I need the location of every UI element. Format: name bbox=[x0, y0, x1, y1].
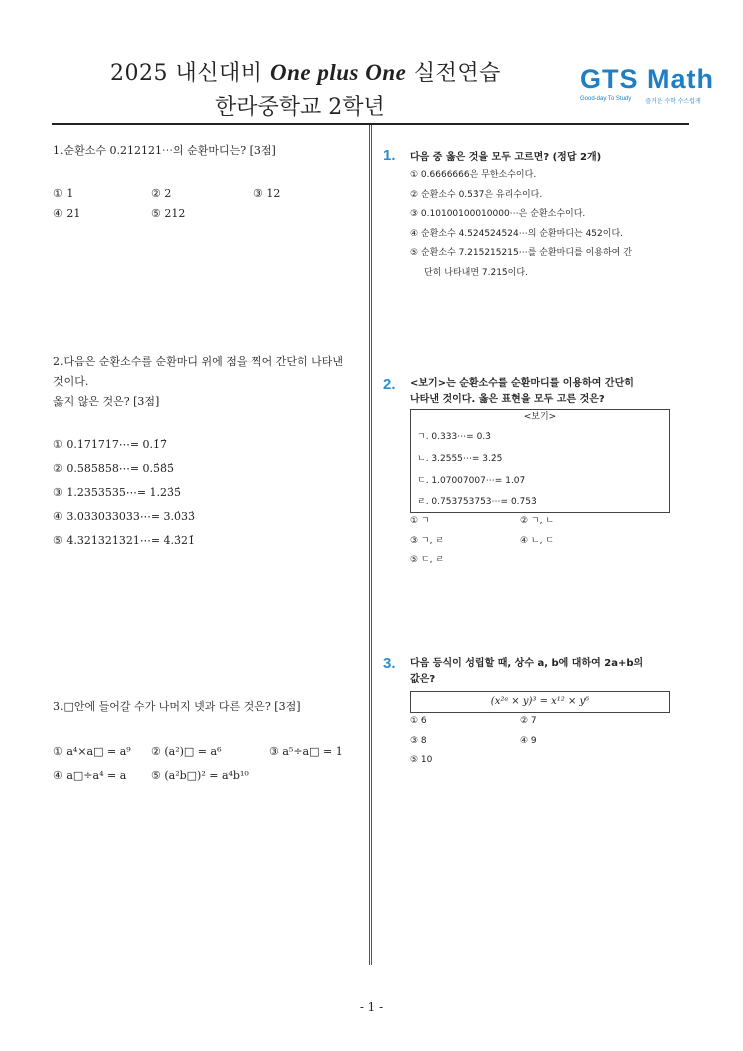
q3-options bbox=[53, 740, 343, 788]
option: ③ 8 bbox=[410, 735, 427, 746]
option: ① a⁴×a□ = a⁹ bbox=[53, 745, 131, 758]
option: ① 1 bbox=[53, 187, 74, 200]
statement: ② 순환소수 0.53̇7̇은 유리수이다. bbox=[410, 189, 543, 200]
option: ③ ㄱ, ㄹ bbox=[410, 535, 445, 546]
statement: ③ 0.10100100010000⋯은 순환소수이다. bbox=[410, 209, 586, 219]
question-number: 2. bbox=[383, 376, 396, 393]
option: ④ ㄴ, ㄷ bbox=[520, 535, 555, 546]
option: ④ 9 bbox=[520, 735, 537, 746]
option: ④ a□÷a⁴ = a bbox=[53, 769, 127, 782]
question-stem: 다음 등식이 성립할 때, 상수 a, b에 대하여 2a+b의 값은? bbox=[410, 658, 644, 685]
option: ② 7 bbox=[520, 716, 537, 726]
question-number: 1. bbox=[383, 147, 396, 164]
question-stem: 것이다. bbox=[53, 375, 89, 388]
statement: ⑤ 순환소수 7.215215215⋯를 순환마디를 이용하여 간 bbox=[410, 248, 632, 258]
right-q1-statements bbox=[410, 166, 632, 283]
left-question-3 bbox=[53, 696, 300, 717]
option: ⑤ (a²b□)² = a⁴b¹⁰ bbox=[151, 769, 249, 782]
option: ⑤ 4.321321321⋯= 4.3̇21̇ bbox=[53, 534, 196, 547]
statement: 단히 나타내면 7.2̇15̇이다. bbox=[424, 267, 528, 278]
question-stem: 1.순환소수 0.212121⋯의 순환마디는? [3점] bbox=[53, 144, 276, 157]
option: ① ㄱ bbox=[410, 516, 430, 526]
bogi-title: <보기> bbox=[523, 412, 557, 422]
statement: ① 0.6666666은 무한소수이다. bbox=[410, 170, 537, 180]
left-question-1 bbox=[53, 140, 276, 161]
option: ④ 3.033033033⋯= 3.0̇33̇ bbox=[53, 510, 196, 523]
right-q2-options bbox=[410, 512, 554, 571]
option: ③ 12 bbox=[253, 187, 281, 200]
bogi-item: ㄷ. 1.07007007⋯= 1.07̇ bbox=[417, 476, 526, 486]
question-stem: <보기>는 순환소수를 순환마디를 이용하여 간단히 나타낸 것이다. 옳은 표현을 모두 고른 것은? bbox=[410, 378, 634, 405]
option: ① 0.171717⋯= 0.1̇7̇ bbox=[53, 438, 168, 451]
bogi-item: ㄱ. 0.333⋯= 0.3̇ bbox=[417, 432, 491, 442]
bogi-box bbox=[410, 409, 670, 513]
column-divider bbox=[369, 125, 372, 965]
option: ② ㄱ, ㄴ bbox=[520, 516, 555, 526]
exam-subtitle: 한라중학교 2학년 bbox=[215, 95, 385, 120]
question-stem: 다음 중 옳은 것을 모두 고르면? (정답 2개) bbox=[410, 152, 602, 163]
left-question-2 bbox=[53, 352, 368, 412]
right-q3-options bbox=[410, 712, 537, 771]
option: ⑤ 10 bbox=[410, 755, 433, 765]
option: ① 6 bbox=[410, 716, 427, 726]
option: ⑤ 212 bbox=[151, 207, 186, 220]
q1-options bbox=[53, 184, 280, 224]
statement: ④ 순환소수 4.524524524⋯의 순환마디는 452이다. bbox=[410, 228, 624, 239]
gts-math-logo: GTS Math Good-day To Study 즐거운 수학 수스럽게 bbox=[580, 64, 714, 105]
option: ⑤ ㄷ, ㄹ bbox=[410, 555, 445, 565]
option: ② (a²)□ = a⁶ bbox=[151, 745, 222, 758]
option: ② 0.585858⋯= 0.5̇8̇5̇ bbox=[53, 462, 175, 475]
question-stem: 옳지 않은 것은? [3점] bbox=[53, 395, 160, 408]
question-stem: 3.□안에 들어갈 수가 나머지 넷과 다른 것은? [3점] bbox=[53, 700, 301, 713]
exam-title: 2025 내신대비 One plus One 실전연습 bbox=[110, 60, 501, 86]
option: ④ 21 bbox=[53, 207, 81, 220]
question-stem: 2.다음은 순환소수를 순환마디 위에 점을 찍어 간단히 나타낸 bbox=[53, 355, 343, 368]
page-number: - 1 - bbox=[359, 1000, 384, 1014]
option: ③ 1.2353535⋯= 1.23̇5̇ bbox=[53, 486, 182, 499]
q2-options bbox=[53, 433, 195, 553]
bogi-item: ㄹ. 0.753753753⋯= 0.7̇53̇ bbox=[417, 497, 537, 507]
question-number: 3. bbox=[383, 655, 396, 672]
bogi-item: ㄴ. 3.2555⋯= 3.2̇5̇ bbox=[417, 454, 503, 464]
option: ③ a⁵÷a□ = 1 bbox=[269, 745, 343, 758]
equation-box: (x²ᵃ × y)³ = x¹² × y⁶ bbox=[410, 691, 670, 713]
option: ② 2 bbox=[151, 187, 172, 200]
